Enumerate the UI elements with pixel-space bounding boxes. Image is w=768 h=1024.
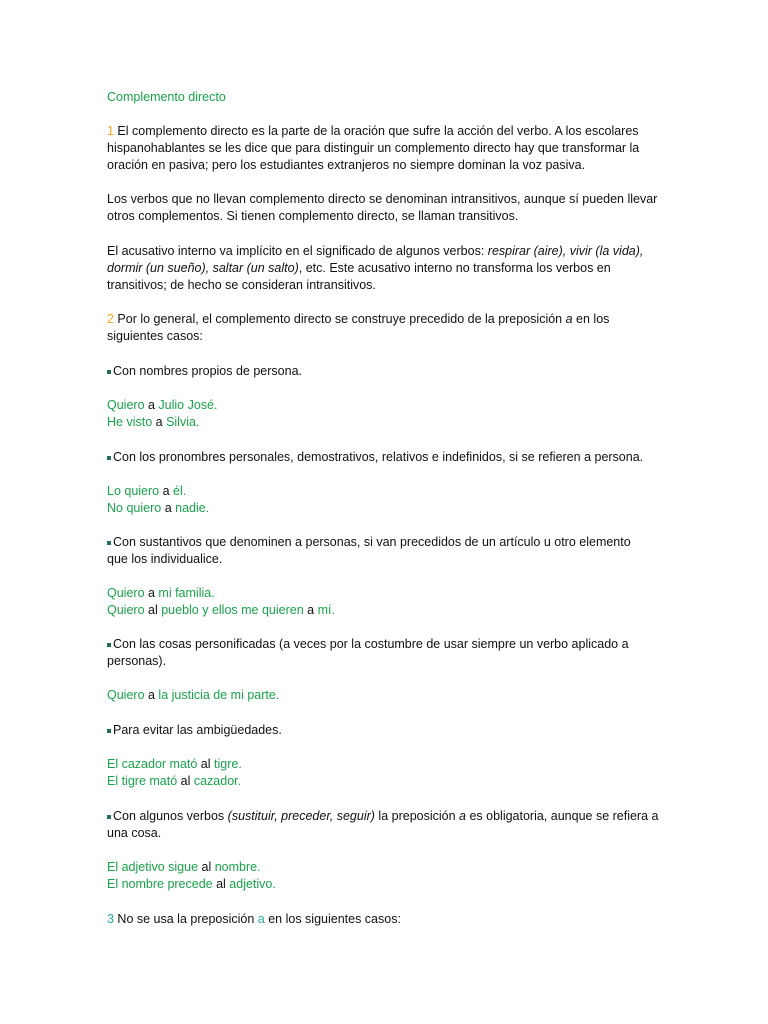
italic-examples: respirar (aire), vivir (la vida), dormir (un sueño), saltar (un salto) — [107, 244, 644, 275]
section-number-2: 2 — [107, 312, 114, 326]
paragraph-1 — [107, 123, 667, 174]
case-3: Con sustantivos que denominen a personas, si van precedidos de un artículo u otro elemento que los individualice. — [107, 535, 631, 566]
doc-title: Complemento directo — [107, 90, 226, 104]
example-4a: Quiero a la justicia de mi parte. — [107, 688, 280, 702]
small-square-bullet-icon — [107, 643, 111, 647]
example-6b: El nombre precede al adjetivo. — [107, 877, 276, 891]
small-square-bullet-icon — [107, 729, 111, 733]
paragraph-3: El acusativo interno va implícito en el significado de algunos verbos: respirar (aire), vivir (la vida), dormir (un sueño), saltar (un salto), etc. Este acusativo interno no transforma los verbos en transitivos; de hecho se consideran intransitivos. — [107, 244, 644, 292]
example-2b: No quiero a nadie. — [107, 501, 210, 515]
example-3a: Quiero a mi familia. — [107, 586, 215, 600]
paragraph-5: 3 No se usa la preposición a en los siguientes casos: — [107, 912, 401, 926]
small-square-bullet-icon — [107, 815, 111, 819]
example-3b: Quiero al pueblo y ellos me quieren a mí. — [107, 603, 335, 617]
small-square-bullet-icon — [107, 541, 111, 545]
example-6a: El adjetivo sigue al nombre. — [107, 860, 261, 874]
example-1a: Quiero a Julio José. — [107, 398, 218, 412]
case-6: Con algunos verbos (sustituir, preceder, seguir) la preposición a es obligatoria, aunque se refiera a una cosa. — [107, 809, 659, 840]
paragraph-1-text: El complemento directo es la parte de la oración que sufre la acción del verbo. A los escolares hispanohablantes se les dice que para distinguir un complemento directo hay que transformar la oración en pasiva; pero los estudiantes extranjeros no siempre dominan la voz pasiva. — [107, 124, 640, 172]
case-2: Con los pronombres personales, demostrativos, relativos e indefinidos, si se refieren a persona. — [107, 449, 707, 466]
example-2a: Lo quiero a él. — [107, 484, 187, 498]
paragraph-4: 2 Por lo general, el complemento directo se construye precedido de la preposición a en los siguientes casos: — [107, 312, 610, 343]
case-4: Con las cosas personificadas (a veces por la costumbre de usar siempre un verbo aplicado a personas). — [107, 637, 629, 668]
case-5: Para evitar las ambigüedades. — [107, 722, 667, 739]
section-number-1: 1 — [107, 124, 114, 138]
section-number-3: 3 — [107, 912, 114, 926]
small-square-bullet-icon — [107, 456, 111, 460]
small-square-bullet-icon — [107, 370, 111, 374]
example-5b: El tigre mató al cazador. — [107, 774, 242, 788]
paragraph-2: Los verbos que no llevan complemento directo se denominan intransitivos, aunque sí pueden llevar otros complementos. Si tienen complemento directo, se llaman transitivos. — [107, 192, 658, 223]
case-1: Con nombres propios de persona. — [107, 363, 667, 380]
example-1b: He visto a Silvia. — [107, 415, 200, 429]
example-5a: El cazador mató al tigre. — [107, 757, 242, 771]
